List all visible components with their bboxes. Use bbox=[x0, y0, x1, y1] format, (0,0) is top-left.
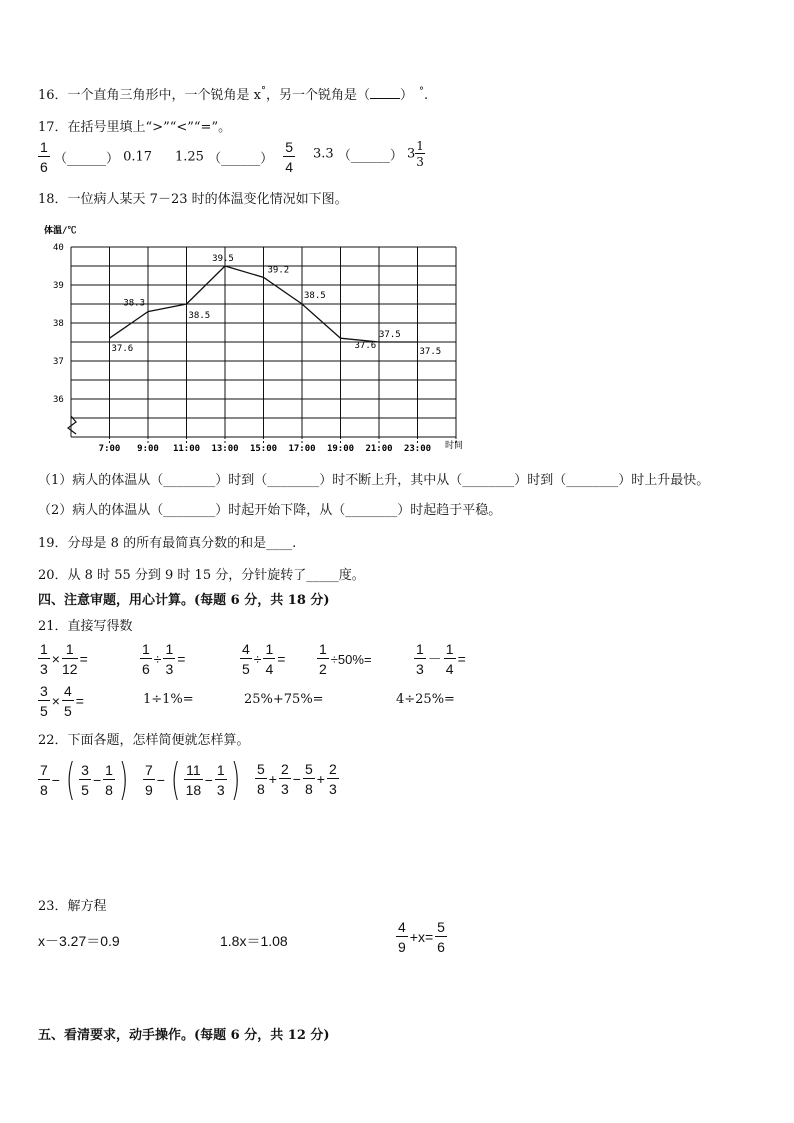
q21-item-6: $\frac{3}{5}$ × $\frac{4}{5}$ = bbox=[40, 683, 84, 719]
y-tick-labels bbox=[53, 243, 64, 405]
question-19: 19．分母是 8 的所有最简真分数的和是____. bbox=[38, 536, 297, 551]
q18-sub-2: （2）病人的体温从（________）时起开始下降，从（________）时起趋于平稳。 bbox=[38, 503, 502, 518]
q22-expression-3: $\frac{5}{8}$ + $\frac{2}{3}$ − $\frac{5}{8}$ + $\frac{2}{3}$ bbox=[257, 761, 337, 797]
data-label: 37.6 bbox=[354, 341, 377, 352]
q22-expression-2: $\frac{7}{9}$ − ( $\frac{11}{18}$ − $\frac{1}{3}$ ) bbox=[145, 754, 240, 805]
q16-degree-2: ° bbox=[419, 85, 425, 97]
data-label: 38.5 bbox=[188, 311, 211, 321]
question-20: 20．从 8 时 55 分到 9 时 15 分，分针旋转了_____度。 bbox=[38, 568, 365, 583]
y-axis-label: 体温/℃ bbox=[44, 226, 77, 236]
y-tick-label: 39 bbox=[53, 281, 64, 291]
x-tick-label: 15:00 bbox=[249, 444, 278, 454]
q17-right-1: 0.17 bbox=[123, 149, 153, 165]
x-tick-label: 9:00 bbox=[137, 444, 159, 454]
y-tick-label: 38 bbox=[53, 319, 64, 329]
q23-equation-1: x－3.27＝0.9 bbox=[38, 933, 120, 949]
q16-answer-blank[interactable] bbox=[370, 86, 400, 99]
x-tick-label: 17:00 bbox=[288, 444, 316, 454]
q23-equation-2: 1.8x＝1.08 bbox=[220, 933, 288, 949]
x-tick-label: 23:00 bbox=[403, 444, 432, 454]
q17-whole-3: 3 bbox=[406, 146, 416, 162]
q21-item-7: 1÷1%= bbox=[143, 692, 194, 707]
data-label: 39.5 bbox=[212, 254, 234, 264]
y-tick-label: 37 bbox=[53, 357, 64, 367]
x-axis-label: 时间 bbox=[445, 441, 464, 451]
q21-item-9: 4÷25%= bbox=[396, 692, 455, 707]
x-tick-label: 11:00 bbox=[172, 444, 201, 454]
axis-break-mark bbox=[68, 416, 76, 434]
q18-sub-1: （1）病人的体温从（________）时到（________）时不断上升，其中从（________）时到（________）时上升最快。 bbox=[38, 473, 710, 488]
data-label: 37.5 bbox=[379, 330, 401, 340]
q17-fraction-1: $\frac{1}{6}$ bbox=[40, 139, 48, 175]
y-tick-label: 40 bbox=[53, 243, 64, 253]
q17-item-3 bbox=[313, 140, 425, 168]
section-5-heading: 五、看清要求，动手操作。(每题 6 分，共 12 分) bbox=[38, 1028, 330, 1043]
q16-end: . bbox=[424, 88, 429, 103]
data-label: 37.5 bbox=[419, 347, 442, 357]
q17-left-3: 3.3 bbox=[313, 146, 334, 162]
q21-item-4: $\frac{1}{2}$ ÷50%= bbox=[319, 641, 372, 677]
x-tick-labels bbox=[99, 444, 431, 454]
q21-item-8: 25%+75%= bbox=[244, 692, 324, 707]
question-21: 21．直接写得数 bbox=[38, 619, 133, 634]
x-tick-label: 7:00 bbox=[98, 444, 121, 454]
q22-expression-1: $\frac{7}{8}$ − ( $\frac{3}{5}$ − $\frac{1}{8}$ ) bbox=[40, 754, 129, 805]
q21-item-1: $\frac{1}{3}$ × $\frac{1}{12}$ = bbox=[40, 641, 88, 677]
q21-item-2: $\frac{1}{6}$ ÷ $\frac{1}{3}$ = bbox=[142, 641, 186, 677]
question-23: 23．解方程 bbox=[38, 899, 107, 914]
data-label: 38.3 bbox=[123, 298, 145, 309]
q17-left-2: 1.25 bbox=[175, 149, 204, 165]
temperature-chart bbox=[38, 220, 478, 455]
q21-item-3: $\frac{4}{5}$ ÷ $\frac{1}{4}$ = bbox=[242, 641, 286, 677]
data-label: 39.2 bbox=[267, 265, 290, 276]
question-17: 17．在括号里填上“>”“<”“=”。 bbox=[38, 120, 232, 135]
q17-paren-1[interactable]: （______） bbox=[53, 151, 119, 167]
q17-fraction-2: $\frac{5}{4}$ bbox=[285, 139, 294, 175]
data-label: 38.5 bbox=[304, 291, 326, 301]
q17-item-2 bbox=[175, 140, 295, 174]
x-tick-label: 13:00 bbox=[211, 444, 239, 454]
x-tick-label: 19:00 bbox=[326, 444, 355, 454]
q17-item-1 bbox=[38, 140, 152, 174]
section-4-heading: 四、注意审题，用心计算。(每题 6 分，共 18 分) bbox=[38, 593, 330, 608]
q17-paren-2[interactable]: （______） bbox=[208, 151, 274, 167]
q23-equation-3: $\frac{4}{9}$ +x= $\frac{5}{6}$ bbox=[398, 919, 445, 955]
q17-fraction-3: $\frac{1}{3}$ bbox=[416, 139, 424, 169]
data-label: 37.6 bbox=[111, 344, 134, 355]
q21-item-5: $\frac{1}{3}$ － $\frac{1}{4}$ = bbox=[416, 641, 466, 677]
question-22: 22．下面各题，怎样简便就怎样算。 bbox=[38, 733, 250, 748]
q16-text-c: ） bbox=[400, 88, 414, 103]
q16-degree: ° bbox=[261, 85, 267, 97]
x-tick-label: 21:00 bbox=[365, 444, 393, 454]
q16-number: 16． bbox=[38, 88, 68, 103]
question-16 bbox=[38, 84, 428, 103]
q16-text-b: ，另一个锐角是（ bbox=[266, 88, 371, 103]
q17-paren-3[interactable]: （______） bbox=[337, 148, 403, 164]
q16-text-a: 一个直角三角形中，一个锐角是 x bbox=[67, 88, 262, 103]
question-18: 18．一位病人某天 7－23 时的体温变化情况如下图。 bbox=[38, 192, 348, 207]
y-tick-label: 36 bbox=[53, 395, 64, 405]
